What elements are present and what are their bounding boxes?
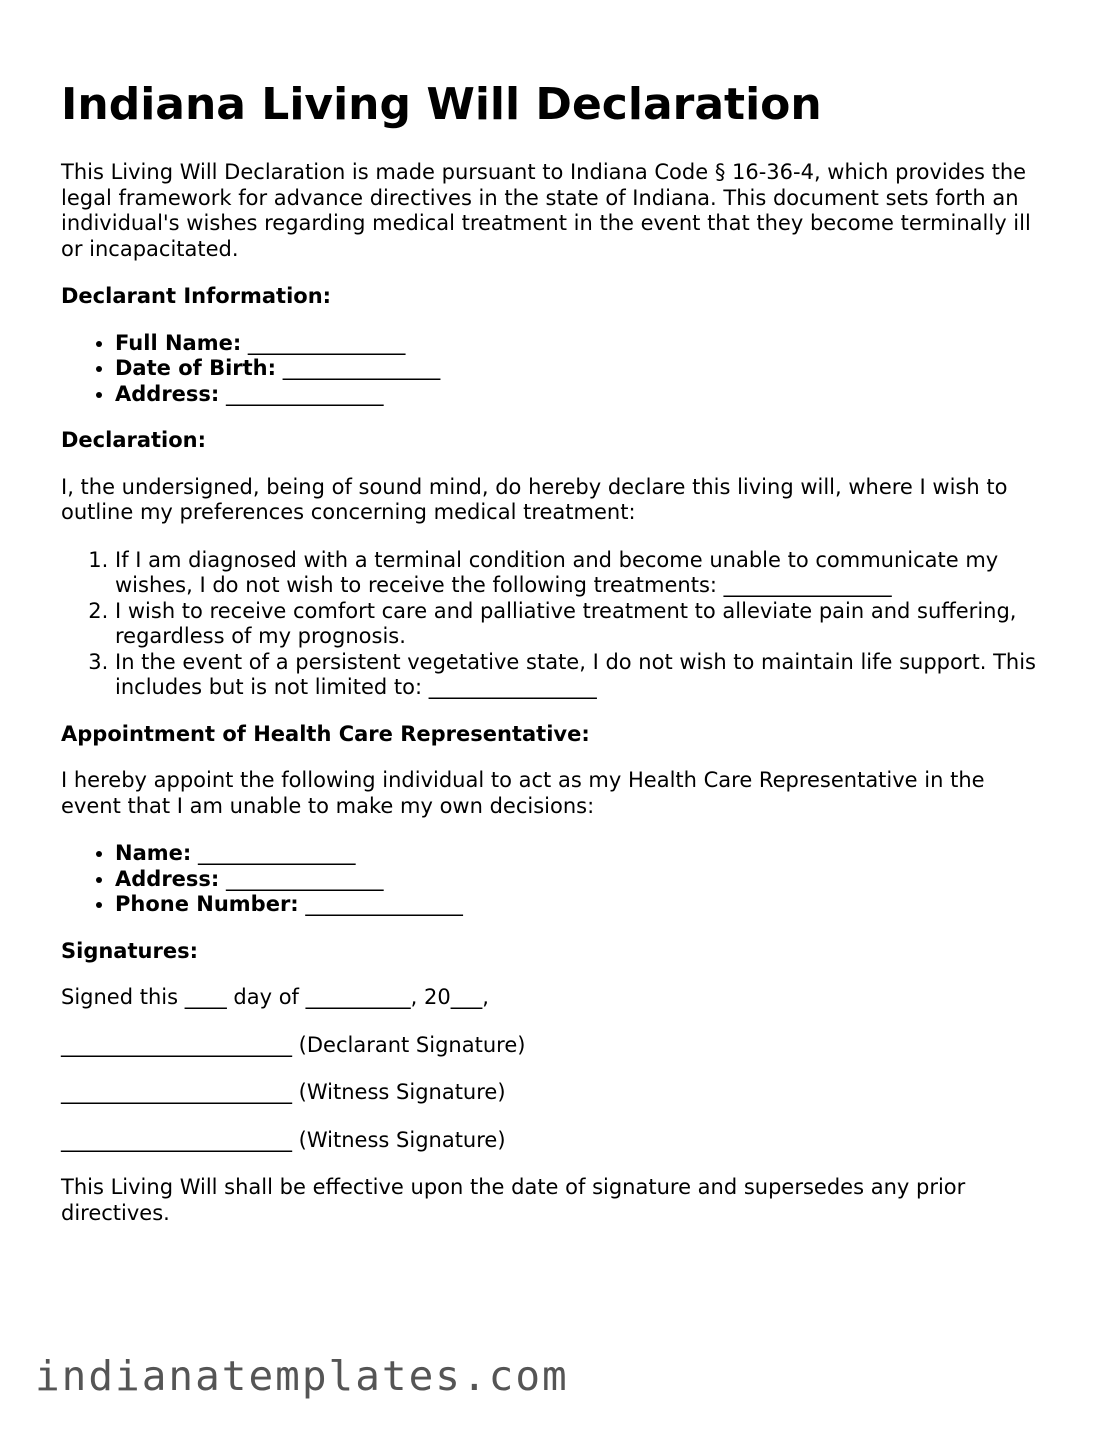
blank-line: _______________ <box>226 381 384 406</box>
field-label: Full Name: <box>115 330 242 355</box>
declarant-full-name <box>115 331 1051 357</box>
intro-paragraph: This Living Will Declaration is made pursuant to Indiana Code § 16-36-4, which provides the legal framework for advance directives in the state of Indiana. This document sets forth an individual's wishes regarding medical treatment in the event that they become terminally ill or incapacitated. <box>61 160 1031 261</box>
representative-fields <box>61 841 1051 918</box>
blank-line: _______________ <box>197 841 356 865</box>
representative-phone <box>115 892 1051 918</box>
declaration-items <box>61 548 1051 701</box>
declarant-signature-line: ______________________ (Declarant Signature) <box>61 1032 526 1057</box>
field-label: Address: <box>115 866 220 891</box>
declarant-address <box>115 382 1051 408</box>
declarant-fields <box>61 331 1051 408</box>
site-watermark: indianatemplates.com <box>35 1352 569 1400</box>
witness-signature-line: ______________________ (Witness Signature) <box>61 1127 506 1152</box>
blank-line: _______________ <box>282 356 441 380</box>
representative-name <box>115 841 1051 867</box>
declarant-heading: Declarant Information: <box>61 284 332 308</box>
witness-signature-line: ______________________ (Witness Signature) <box>61 1080 506 1104</box>
declaration-heading: Declaration: <box>61 428 207 452</box>
representative-statement: I hereby appoint the following individual to act as my Health Care Representative in the event that I am unable to make my own decisions: <box>61 768 985 818</box>
declaration-item: 2. I wish to receive comfort care and palliative treatment to alleviate pain and suffering, regardless of my prognosis. <box>115 599 1051 650</box>
declaration-statement: I, the undersigned, being of sound mind, do hereby declare this living will, where I wish to outline my preferences concerning medical treatment: <box>61 474 1008 524</box>
field-label: Date of Birth: <box>115 356 277 380</box>
blank-line: _______________ <box>226 866 384 891</box>
document-body <box>61 160 1051 1226</box>
blank-line: _______________ <box>247 330 406 355</box>
declaration-item: 1. If I am diagnosed with a terminal condition and become unable to communicate my wishes, I do not wish to receive the following treatments: ________________ <box>115 548 1051 599</box>
blank-line: _______________ <box>305 892 463 916</box>
declarant-date-of-birth <box>115 356 1051 382</box>
field-label: Phone Number: <box>115 892 299 916</box>
signatures-heading: Signatures: <box>61 938 198 963</box>
closing-paragraph: This Living Will shall be effective upon the date of signature and supersedes any prior directives. <box>61 1175 966 1225</box>
representative-address <box>115 867 1051 893</box>
declaration-item: 3. In the event of a persistent vegetative state, I do not wish to maintain life support. This includes but is not limited to: ________________ <box>115 650 1051 701</box>
page-title: Indiana Living Will Declaration <box>61 79 822 130</box>
representative-heading: Appointment of Health Care Representative: <box>61 721 590 746</box>
field-label: Name: <box>115 841 192 865</box>
signed-date-line: Signed this ____ day of __________, 20___, <box>61 985 489 1009</box>
field-label: Address: <box>115 381 220 406</box>
